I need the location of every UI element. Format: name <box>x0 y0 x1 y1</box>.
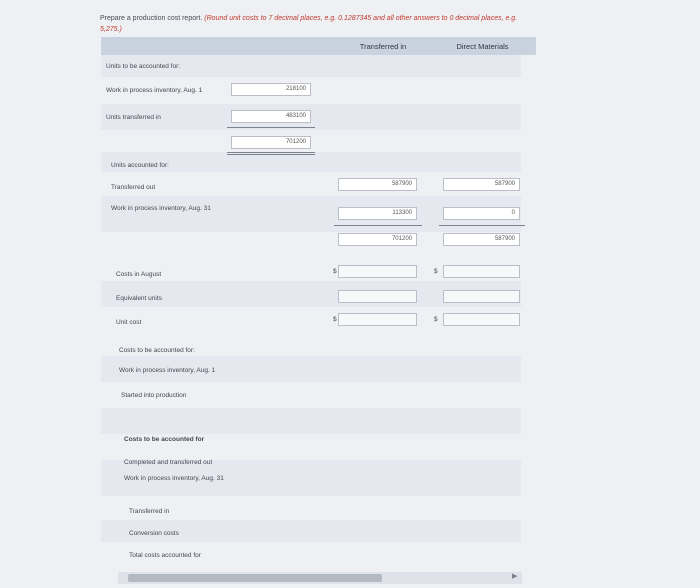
wip-aug31-label: Work in process inventory, Aug. 31 <box>111 205 211 212</box>
row-band <box>101 408 521 434</box>
scroll-right-icon[interactable]: ▶ <box>512 573 518 580</box>
ti-transferred-out-input[interactable]: 587900 <box>338 178 417 191</box>
total-rule <box>439 225 525 226</box>
costs-in-august-label: Costs in August <box>116 271 162 278</box>
dollar-sign: $ <box>333 268 337 275</box>
cost-transferred-in-label: Transferred in <box>129 508 170 515</box>
total-rule <box>334 225 422 226</box>
total-units-input[interactable]: 701200 <box>231 136 311 149</box>
header-transferred-in: Transferred in <box>337 37 429 55</box>
wip-aug1-label: Work in process inventory, Aug. 1 <box>106 87 203 94</box>
dm-costs-august-input[interactable] <box>443 265 520 278</box>
ti-costs-august-input[interactable] <box>338 265 417 278</box>
ti-total-units-input[interactable]: 701200 <box>338 233 417 246</box>
costs-to-be-accounted-heading: Costs to be accounted for: <box>119 347 195 354</box>
horizontal-scrollbar[interactable] <box>118 572 522 584</box>
double-rule <box>227 152 315 153</box>
dm-unit-cost-input[interactable] <box>443 313 520 326</box>
instruction-text: Prepare a production cost report. <box>100 15 203 22</box>
wip-aug1-units-input[interactable]: 218100 <box>231 83 311 96</box>
dm-total-units-input[interactable]: 587900 <box>443 233 520 246</box>
cost-wip-aug31-label: Work in process inventory, Aug. 31 <box>124 475 224 482</box>
completed-transferred-out-label: Completed and transferred out <box>124 459 213 466</box>
header-blank <box>101 37 337 55</box>
dollar-sign: $ <box>333 316 337 323</box>
equivalent-units-label: Equivalent units <box>116 295 162 302</box>
dm-transferred-out-input[interactable]: 587900 <box>443 178 520 191</box>
units-transferred-in-input[interactable]: 483100 <box>231 110 311 123</box>
transferred-out-label: Transferred out <box>111 184 156 191</box>
units-transferred-in-label: Units transferred in <box>106 114 161 121</box>
units-accounted-heading: Units accounted for: <box>111 162 169 169</box>
costs-accounted-heading: Costs to be accounted for <box>124 436 205 443</box>
conversion-costs-label: Conversion costs <box>129 530 179 537</box>
ti-unit-cost-input[interactable] <box>338 313 417 326</box>
ti-equivalent-units-input[interactable] <box>338 290 417 303</box>
total-rule <box>227 127 315 128</box>
instruction-note: (Round unit costs to 7 decimal places, e.g. 0.1287345 and all other answers to 0 decimal places, e.g. 5,275.) <box>100 15 518 33</box>
header-direct-materials: Direct Materials <box>429 37 536 55</box>
double-rule <box>227 154 315 155</box>
total-costs-accounted-label: Total costs accounted for <box>129 552 201 559</box>
cost-wip-aug1-label: Work in process inventory, Aug. 1 <box>119 367 216 374</box>
dollar-sign: $ <box>434 268 438 275</box>
scrollbar-thumb[interactable] <box>128 574 382 582</box>
dm-equivalent-units-input[interactable] <box>443 290 520 303</box>
units-to-be-accounted-heading: Units to be accounted for: <box>106 63 181 70</box>
started-into-production-label: Started into production <box>121 392 187 399</box>
dollar-sign: $ <box>434 316 438 323</box>
instructions <box>100 13 530 35</box>
unit-cost-label: Unit cost <box>116 319 142 326</box>
dm-wip-aug31-input[interactable]: 0 <box>443 207 520 220</box>
ti-wip-aug31-input[interactable]: 113300 <box>338 207 417 220</box>
